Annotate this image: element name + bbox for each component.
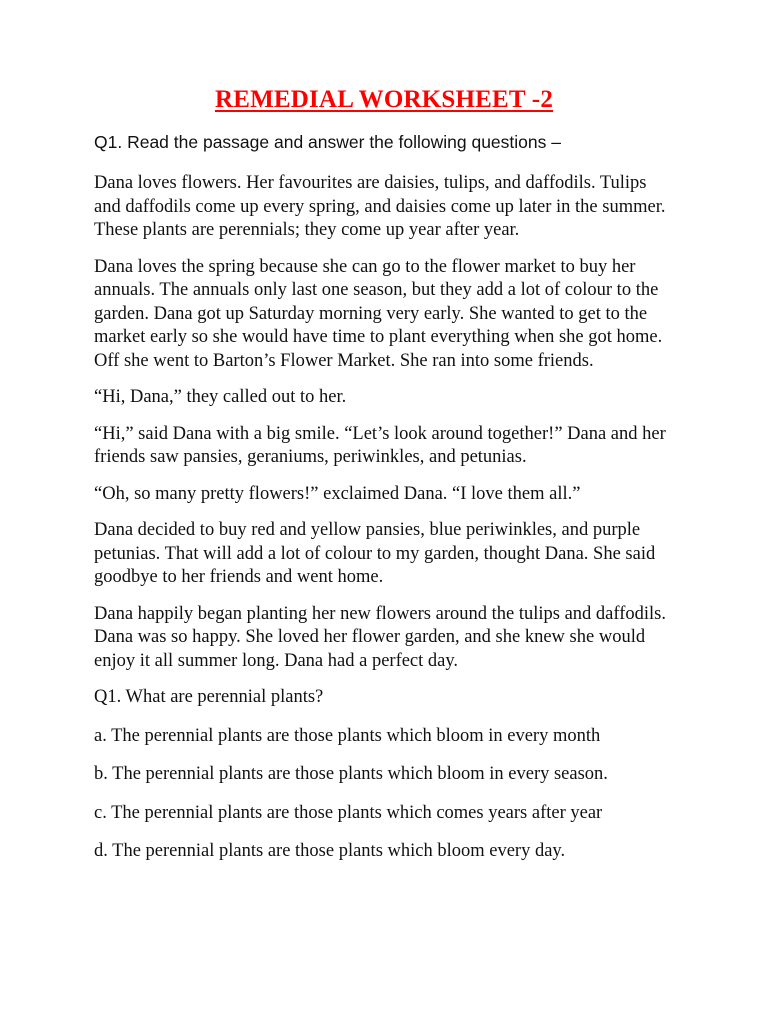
option-c: c. The perennial plants are those plants which comes years after year [94,802,603,823]
passage [94,172,674,673]
passage-paragraph-6: Dana decided to buy red and yellow pansies, blue periwinkles, and purple petunias. That will add a lot of colour to my garden, thought Dana. She said goodbye to her friends and went home. [94,520,656,587]
instruction-text: Q1. Read the passage and answer the following questions – [94,132,561,152]
passage-paragraph-4: “Hi,” said Dana with a big smile. “Let’s look around together!” Dana and her friends saw pansies, geraniums, periwinkles, and petunias. [94,423,666,467]
option-b: b. The perennial plants are those plants which bloom in every season. [94,764,608,784]
question-text: Q1. What are perennial plants? [94,687,324,707]
passage-paragraph-1: Dana loves flowers. Her favourites are daisies, tulips, and daffodils. Tulips and daffodils come up every spring, and daisies come up later in the summer. These plants are perennials; they come up year after year. [94,173,666,240]
passage-paragraph-2: Dana loves the spring because she can go to the flower market to buy her annuals. The annuals only last one season, but they add a lot of colour to the garden. Dana got up Saturday morning very early. She wanted to get to the market early so she would have time to plant everything when she got home. Off she went to Barton’s Flower Market. She ran into some friends. [94,256,663,371]
passage-paragraph-3: “Hi, Dana,” they called out to her. [94,387,347,407]
passage-paragraph-5: “Oh, so many pretty flowers!” exclaimed Dana. “I love them all.” [94,483,581,504]
answer-options [94,725,674,864]
option-d: d. The perennial plants are those plants which bloom every day. [94,841,566,861]
option-a: a. The perennial plants are those plants which bloom in every month [94,725,601,746]
worksheet-title: REMEDIAL WORKSHEET -2 [214,86,554,113]
passage-paragraph-7: Dana happily began planting her new flowers around the tulips and daffodils. Dana was so happy. She loved her flower garden, and she knew she would enjoy it all summer long. Dana had a perfect day. [94,603,666,671]
